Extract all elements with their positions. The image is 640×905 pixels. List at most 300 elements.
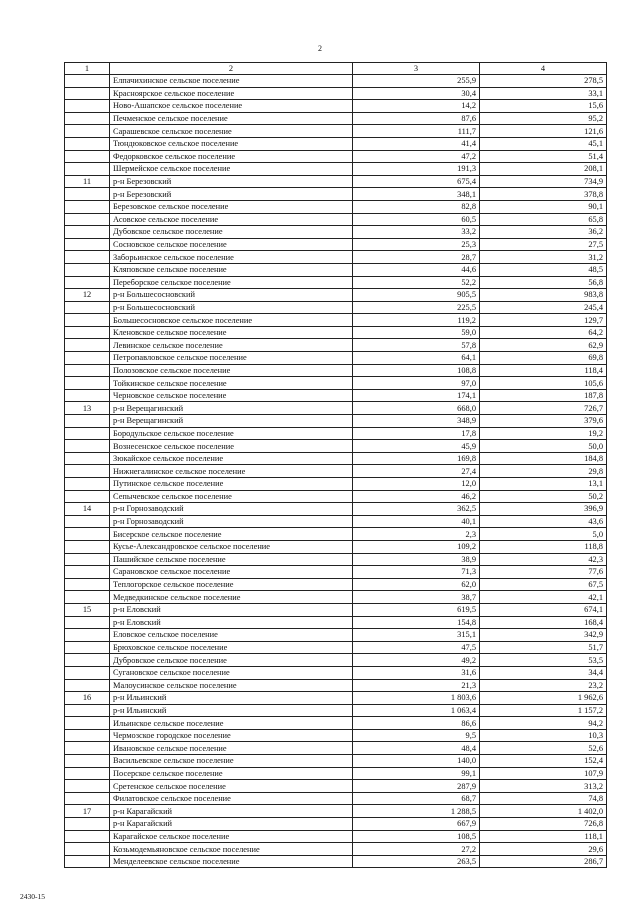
row-number-cell bbox=[65, 389, 110, 402]
table-row bbox=[65, 792, 607, 805]
row-number-cell bbox=[65, 314, 110, 327]
row-name-cell: Сарашевское сельское поселение bbox=[110, 125, 353, 138]
row-name-cell: р-н Еловский bbox=[110, 603, 353, 616]
row-number-cell bbox=[65, 830, 110, 843]
table-row bbox=[65, 188, 607, 201]
table-row bbox=[65, 641, 607, 654]
row-value-col3: 174,1 bbox=[353, 389, 480, 402]
row-name-cell: Ивановское сельское поселение bbox=[110, 742, 353, 755]
row-number-cell bbox=[65, 654, 110, 667]
row-value-col3: 2,3 bbox=[353, 528, 480, 541]
row-number-cell bbox=[65, 855, 110, 868]
row-number-cell bbox=[65, 792, 110, 805]
table-row bbox=[65, 591, 607, 604]
row-number-cell bbox=[65, 238, 110, 251]
row-name-cell: Медведкинское сельское поселение bbox=[110, 591, 353, 604]
row-number-cell bbox=[65, 200, 110, 213]
row-number-cell: 16 bbox=[65, 692, 110, 705]
row-number-cell bbox=[65, 566, 110, 579]
row-number-cell bbox=[65, 352, 110, 365]
table-row bbox=[65, 440, 607, 453]
row-name-cell: Чермозское городское поселение bbox=[110, 729, 353, 742]
table-row bbox=[65, 767, 607, 780]
row-value-col4: 48,5 bbox=[480, 263, 607, 276]
row-value-col4: 69,8 bbox=[480, 352, 607, 365]
row-value-col3: 59,0 bbox=[353, 326, 480, 339]
row-value-col3: 668,0 bbox=[353, 402, 480, 415]
row-value-col4: 286,7 bbox=[480, 855, 607, 868]
row-name-cell: Печменское сельское поселение bbox=[110, 112, 353, 125]
row-name-cell: Ново-Ашапское сельское поселение bbox=[110, 100, 353, 113]
row-number-cell bbox=[65, 717, 110, 730]
row-value-col4: 53,5 bbox=[480, 654, 607, 667]
row-name-cell: Елпачихинское сельское поселение bbox=[110, 75, 353, 88]
table-body bbox=[65, 75, 607, 868]
table-row bbox=[65, 100, 607, 113]
row-name-cell: Козьмодемьяновское сельское поселение bbox=[110, 843, 353, 856]
table-row bbox=[65, 692, 607, 705]
table-row bbox=[65, 377, 607, 390]
row-name-cell: Малоусинское сельское поселение bbox=[110, 679, 353, 692]
table-row bbox=[65, 402, 607, 415]
row-number-cell bbox=[65, 818, 110, 831]
row-name-cell: Сарановское сельское поселение bbox=[110, 566, 353, 579]
row-value-col4: 674,1 bbox=[480, 603, 607, 616]
data-table bbox=[64, 62, 607, 868]
row-value-col4: 10,3 bbox=[480, 729, 607, 742]
row-number-cell bbox=[65, 150, 110, 163]
row-value-col3: 21,3 bbox=[353, 679, 480, 692]
row-value-col3: 255,9 bbox=[353, 75, 480, 88]
row-value-col4: 313,2 bbox=[480, 780, 607, 793]
row-value-col4: 50,0 bbox=[480, 440, 607, 453]
row-number-cell: 14 bbox=[65, 503, 110, 516]
row-value-col3: 111,7 bbox=[353, 125, 480, 138]
table-row bbox=[65, 314, 607, 327]
row-value-col4: 726,7 bbox=[480, 402, 607, 415]
table-row bbox=[65, 226, 607, 239]
row-value-col3: 52,2 bbox=[353, 276, 480, 289]
row-value-col4: 342,9 bbox=[480, 629, 607, 642]
row-number-cell bbox=[65, 528, 110, 541]
table-row bbox=[65, 666, 607, 679]
row-value-col3: 14,2 bbox=[353, 100, 480, 113]
row-name-cell: Путинское сельское поселение bbox=[110, 478, 353, 491]
row-name-cell: Переборское сельское поселение bbox=[110, 276, 353, 289]
table-row bbox=[65, 125, 607, 138]
row-value-col4: 36,2 bbox=[480, 226, 607, 239]
row-number-cell bbox=[65, 163, 110, 176]
row-number-cell bbox=[65, 326, 110, 339]
row-value-col4: 5,0 bbox=[480, 528, 607, 541]
header-col-2: 2 bbox=[110, 63, 353, 75]
table-row bbox=[65, 289, 607, 302]
row-name-cell: Красноярское сельское поселение bbox=[110, 87, 353, 100]
row-value-col4: 64,2 bbox=[480, 326, 607, 339]
row-number-cell bbox=[65, 415, 110, 428]
row-name-cell: р-н Большесосновский bbox=[110, 301, 353, 314]
table-row bbox=[65, 578, 607, 591]
row-value-col4: 31,2 bbox=[480, 251, 607, 264]
row-value-col4: 13,1 bbox=[480, 478, 607, 491]
row-number-cell bbox=[65, 729, 110, 742]
table-header-row bbox=[65, 63, 607, 75]
row-value-col4: 121,6 bbox=[480, 125, 607, 138]
row-value-col3: 25,3 bbox=[353, 238, 480, 251]
row-value-col4: 42,1 bbox=[480, 591, 607, 604]
row-name-cell: Сосновское сельское поселение bbox=[110, 238, 353, 251]
row-value-col4: 45,1 bbox=[480, 137, 607, 150]
table-row bbox=[65, 780, 607, 793]
row-value-col4: 42,3 bbox=[480, 553, 607, 566]
row-value-col4: 74,8 bbox=[480, 792, 607, 805]
row-value-col4: 187,8 bbox=[480, 389, 607, 402]
table-row bbox=[65, 364, 607, 377]
row-number-cell bbox=[65, 440, 110, 453]
row-value-col4: 105,6 bbox=[480, 377, 607, 390]
table-row bbox=[65, 679, 607, 692]
row-name-cell: Нижнегалинское сельское поселение bbox=[110, 465, 353, 478]
row-value-col4: 245,4 bbox=[480, 301, 607, 314]
row-value-col3: 38,9 bbox=[353, 553, 480, 566]
table-row bbox=[65, 528, 607, 541]
row-name-cell: Менделеевское сельское поселение bbox=[110, 855, 353, 868]
table-row bbox=[65, 465, 607, 478]
table-row bbox=[65, 553, 607, 566]
row-number-cell bbox=[65, 591, 110, 604]
row-name-cell: р-н Горнозаводский bbox=[110, 503, 353, 516]
row-value-col3: 191,3 bbox=[353, 163, 480, 176]
table-row bbox=[65, 704, 607, 717]
row-value-col4: 184,8 bbox=[480, 452, 607, 465]
row-name-cell: р-н Березовский bbox=[110, 175, 353, 188]
row-value-col4: 62,9 bbox=[480, 339, 607, 352]
row-value-col3: 60,5 bbox=[353, 213, 480, 226]
row-name-cell: Заборьинское сельское поселение bbox=[110, 251, 353, 264]
row-value-col4: 94,2 bbox=[480, 717, 607, 730]
table-row bbox=[65, 717, 607, 730]
row-value-col4: 1 157,2 bbox=[480, 704, 607, 717]
row-value-col3: 348,1 bbox=[353, 188, 480, 201]
row-value-col3: 68,7 bbox=[353, 792, 480, 805]
row-name-cell: Васильевское сельское поселение bbox=[110, 755, 353, 768]
row-number-cell bbox=[65, 843, 110, 856]
row-number-cell: 15 bbox=[65, 603, 110, 616]
row-value-col4: 118,1 bbox=[480, 830, 607, 843]
row-value-col3: 38,7 bbox=[353, 591, 480, 604]
table-row bbox=[65, 830, 607, 843]
row-value-col3: 362,5 bbox=[353, 503, 480, 516]
row-value-col3: 619,5 bbox=[353, 603, 480, 616]
table-row bbox=[65, 263, 607, 276]
table-row bbox=[65, 137, 607, 150]
row-value-col4: 983,8 bbox=[480, 289, 607, 302]
row-number-cell: 17 bbox=[65, 805, 110, 818]
row-name-cell: Левинское сельское поселение bbox=[110, 339, 353, 352]
row-value-col4: 118,8 bbox=[480, 540, 607, 553]
row-name-cell: Березовское сельское поселение bbox=[110, 200, 353, 213]
row-value-col3: 28,7 bbox=[353, 251, 480, 264]
row-value-col3: 667,9 bbox=[353, 818, 480, 831]
row-value-col4: 1 402,0 bbox=[480, 805, 607, 818]
row-value-col3: 48,4 bbox=[353, 742, 480, 755]
row-value-col4: 51,4 bbox=[480, 150, 607, 163]
row-number-cell bbox=[65, 742, 110, 755]
row-value-col3: 12,0 bbox=[353, 478, 480, 491]
row-name-cell: Посерское сельское поселение bbox=[110, 767, 353, 780]
table-row bbox=[65, 87, 607, 100]
row-value-col4: 23,2 bbox=[480, 679, 607, 692]
row-name-cell: Теплогорское сельское поселение bbox=[110, 578, 353, 591]
row-number-cell bbox=[65, 767, 110, 780]
row-value-col3: 675,4 bbox=[353, 175, 480, 188]
row-value-col3: 109,2 bbox=[353, 540, 480, 553]
row-value-col4: 726,8 bbox=[480, 818, 607, 831]
row-value-col4: 19,2 bbox=[480, 427, 607, 440]
row-number-cell bbox=[65, 666, 110, 679]
row-value-col3: 97,0 bbox=[353, 377, 480, 390]
row-number-cell bbox=[65, 213, 110, 226]
row-number-cell bbox=[65, 188, 110, 201]
row-value-col3: 27,4 bbox=[353, 465, 480, 478]
table-row bbox=[65, 301, 607, 314]
row-value-col3: 31,6 bbox=[353, 666, 480, 679]
row-value-col4: 50,2 bbox=[480, 490, 607, 503]
row-name-cell: Тойкинское сельское поселение bbox=[110, 377, 353, 390]
row-number-cell bbox=[65, 515, 110, 528]
row-name-cell: Большесосновское сельское поселение bbox=[110, 314, 353, 327]
table-row bbox=[65, 163, 607, 176]
table-row bbox=[65, 326, 607, 339]
row-name-cell: Филатовское сельское поселение bbox=[110, 792, 353, 805]
row-name-cell: Карагайское сельское поселение bbox=[110, 830, 353, 843]
row-value-col3: 140,0 bbox=[353, 755, 480, 768]
header-col-4: 4 bbox=[480, 63, 607, 75]
table-row bbox=[65, 629, 607, 642]
row-value-col3: 1 288,5 bbox=[353, 805, 480, 818]
row-number-cell bbox=[65, 490, 110, 503]
row-value-col3: 30,4 bbox=[353, 87, 480, 100]
table-row bbox=[65, 805, 607, 818]
row-value-col4: 77,6 bbox=[480, 566, 607, 579]
row-number-cell bbox=[65, 478, 110, 491]
row-number-cell bbox=[65, 780, 110, 793]
row-value-col3: 49,2 bbox=[353, 654, 480, 667]
table-row bbox=[65, 818, 607, 831]
row-value-col4: 90,1 bbox=[480, 200, 607, 213]
row-number-cell bbox=[65, 540, 110, 553]
table-row bbox=[65, 616, 607, 629]
row-name-cell: Черновское сельское поселение bbox=[110, 389, 353, 402]
table-row bbox=[65, 603, 607, 616]
row-value-col4: 278,5 bbox=[480, 75, 607, 88]
row-name-cell: р-н Большесосновский bbox=[110, 289, 353, 302]
row-value-col3: 108,8 bbox=[353, 364, 480, 377]
row-value-col3: 47,2 bbox=[353, 150, 480, 163]
header-col-1: 1 bbox=[65, 63, 110, 75]
row-number-cell: 11 bbox=[65, 175, 110, 188]
table-row bbox=[65, 339, 607, 352]
row-name-cell: Дубровское сельское поселение bbox=[110, 654, 353, 667]
row-number-cell bbox=[65, 75, 110, 88]
row-name-cell: Бородульское сельское поселение bbox=[110, 427, 353, 440]
row-value-col3: 9,5 bbox=[353, 729, 480, 742]
row-name-cell: Асовское сельское поселение bbox=[110, 213, 353, 226]
row-value-col4: 1 962,6 bbox=[480, 692, 607, 705]
row-value-col4: 118,4 bbox=[480, 364, 607, 377]
row-number-cell bbox=[65, 704, 110, 717]
table-row bbox=[65, 352, 607, 365]
row-number-cell bbox=[65, 578, 110, 591]
row-value-col4: 379,6 bbox=[480, 415, 607, 428]
header-col-3: 3 bbox=[353, 63, 480, 75]
row-value-col3: 47,5 bbox=[353, 641, 480, 654]
table-row bbox=[65, 515, 607, 528]
row-value-col3: 33,2 bbox=[353, 226, 480, 239]
row-name-cell: р-н Верещагинский bbox=[110, 402, 353, 415]
row-value-col3: 99,1 bbox=[353, 767, 480, 780]
row-number-cell: 13 bbox=[65, 402, 110, 415]
row-value-col4: 65,8 bbox=[480, 213, 607, 226]
table-row bbox=[65, 75, 607, 88]
table-row bbox=[65, 150, 607, 163]
row-value-col4: 168,4 bbox=[480, 616, 607, 629]
row-value-col3: 40,1 bbox=[353, 515, 480, 528]
row-value-col3: 905,5 bbox=[353, 289, 480, 302]
table-row bbox=[65, 843, 607, 856]
row-number-cell bbox=[65, 465, 110, 478]
table-row bbox=[65, 855, 607, 868]
table-row bbox=[65, 566, 607, 579]
row-number-cell bbox=[65, 125, 110, 138]
table-row bbox=[65, 503, 607, 516]
row-value-col4: 67,5 bbox=[480, 578, 607, 591]
row-name-cell: Сепычевское сельское поселение bbox=[110, 490, 353, 503]
row-value-col4: 27,5 bbox=[480, 238, 607, 251]
row-number-cell bbox=[65, 755, 110, 768]
row-value-col3: 62,0 bbox=[353, 578, 480, 591]
row-name-cell: р-н Верещагинский bbox=[110, 415, 353, 428]
table-row bbox=[65, 251, 607, 264]
row-number-cell bbox=[65, 226, 110, 239]
row-number-cell bbox=[65, 452, 110, 465]
table-row bbox=[65, 238, 607, 251]
row-value-col3: 1 063,4 bbox=[353, 704, 480, 717]
row-value-col3: 154,8 bbox=[353, 616, 480, 629]
table-row bbox=[65, 742, 607, 755]
row-value-col4: 29,8 bbox=[480, 465, 607, 478]
table-row bbox=[65, 200, 607, 213]
row-value-col4: 95,2 bbox=[480, 112, 607, 125]
row-value-col4: 208,1 bbox=[480, 163, 607, 176]
row-number-cell bbox=[65, 616, 110, 629]
row-value-col4: 33,1 bbox=[480, 87, 607, 100]
row-name-cell: Шермейское сельское поселение bbox=[110, 163, 353, 176]
table-row bbox=[65, 213, 607, 226]
row-value-col4: 56,8 bbox=[480, 276, 607, 289]
row-name-cell: Сретенское сельское поселение bbox=[110, 780, 353, 793]
row-number-cell bbox=[65, 553, 110, 566]
table-row bbox=[65, 389, 607, 402]
row-value-col4: 29,6 bbox=[480, 843, 607, 856]
row-value-col4: 129,7 bbox=[480, 314, 607, 327]
row-name-cell: Кусье-Александровское сельское поселение bbox=[110, 540, 353, 553]
row-name-cell: Полозовское сельское поселение bbox=[110, 364, 353, 377]
row-number-cell bbox=[65, 276, 110, 289]
row-value-col3: 82,8 bbox=[353, 200, 480, 213]
row-name-cell: Вознесенское сельское поселение bbox=[110, 440, 353, 453]
row-name-cell: Пашийское сельское поселение bbox=[110, 553, 353, 566]
row-value-col3: 119,2 bbox=[353, 314, 480, 327]
row-value-col3: 86,6 bbox=[353, 717, 480, 730]
row-value-col3: 108,5 bbox=[353, 830, 480, 843]
row-value-col3: 41,4 bbox=[353, 137, 480, 150]
table-row bbox=[65, 452, 607, 465]
row-value-col3: 263,5 bbox=[353, 855, 480, 868]
row-name-cell: Еловское сельское поселение bbox=[110, 629, 353, 642]
table-row bbox=[65, 755, 607, 768]
row-number-cell bbox=[65, 137, 110, 150]
footer-code: 2430-15 bbox=[20, 892, 45, 901]
row-name-cell: р-н Еловский bbox=[110, 616, 353, 629]
row-value-col3: 315,1 bbox=[353, 629, 480, 642]
row-value-col4: 378,8 bbox=[480, 188, 607, 201]
row-number-cell bbox=[65, 263, 110, 276]
row-number-cell bbox=[65, 87, 110, 100]
row-name-cell: Тюндюковское сельское поселение bbox=[110, 137, 353, 150]
row-number-cell: 12 bbox=[65, 289, 110, 302]
row-number-cell bbox=[65, 339, 110, 352]
row-value-col4: 34,4 bbox=[480, 666, 607, 679]
row-value-col4: 396,9 bbox=[480, 503, 607, 516]
row-value-col4: 43,6 bbox=[480, 515, 607, 528]
row-value-col4: 52,6 bbox=[480, 742, 607, 755]
row-value-col3: 71,3 bbox=[353, 566, 480, 579]
row-name-cell: Кляповское сельское поселение bbox=[110, 263, 353, 276]
row-number-cell bbox=[65, 100, 110, 113]
row-name-cell: р-н Карагайский bbox=[110, 805, 353, 818]
row-number-cell bbox=[65, 427, 110, 440]
row-name-cell: Сугановское сельское поселение bbox=[110, 666, 353, 679]
row-value-col3: 57,8 bbox=[353, 339, 480, 352]
page-number: 2 bbox=[318, 44, 322, 53]
row-name-cell: р-н Ильинский bbox=[110, 692, 353, 705]
table-row bbox=[65, 415, 607, 428]
row-value-col3: 46,2 bbox=[353, 490, 480, 503]
row-value-col3: 27,2 bbox=[353, 843, 480, 856]
row-number-cell bbox=[65, 301, 110, 314]
row-value-col3: 1 803,6 bbox=[353, 692, 480, 705]
table-row bbox=[65, 478, 607, 491]
row-name-cell: Зюкайское сельское поселение bbox=[110, 452, 353, 465]
row-value-col3: 169,8 bbox=[353, 452, 480, 465]
row-number-cell bbox=[65, 364, 110, 377]
row-name-cell: Бисерское сельское поселение bbox=[110, 528, 353, 541]
row-value-col3: 225,5 bbox=[353, 301, 480, 314]
row-name-cell: Дубовское сельское поселение bbox=[110, 226, 353, 239]
table-row bbox=[65, 490, 607, 503]
row-value-col4: 51,7 bbox=[480, 641, 607, 654]
row-name-cell: р-н Березовский bbox=[110, 188, 353, 201]
table-row bbox=[65, 540, 607, 553]
row-value-col3: 17,8 bbox=[353, 427, 480, 440]
row-value-col4: 734,9 bbox=[480, 175, 607, 188]
row-name-cell: Ильинское сельское поселение bbox=[110, 717, 353, 730]
row-number-cell bbox=[65, 112, 110, 125]
row-number-cell bbox=[65, 679, 110, 692]
row-name-cell: р-н Горнозаводский bbox=[110, 515, 353, 528]
row-name-cell: Петропавловское сельское поселение bbox=[110, 352, 353, 365]
